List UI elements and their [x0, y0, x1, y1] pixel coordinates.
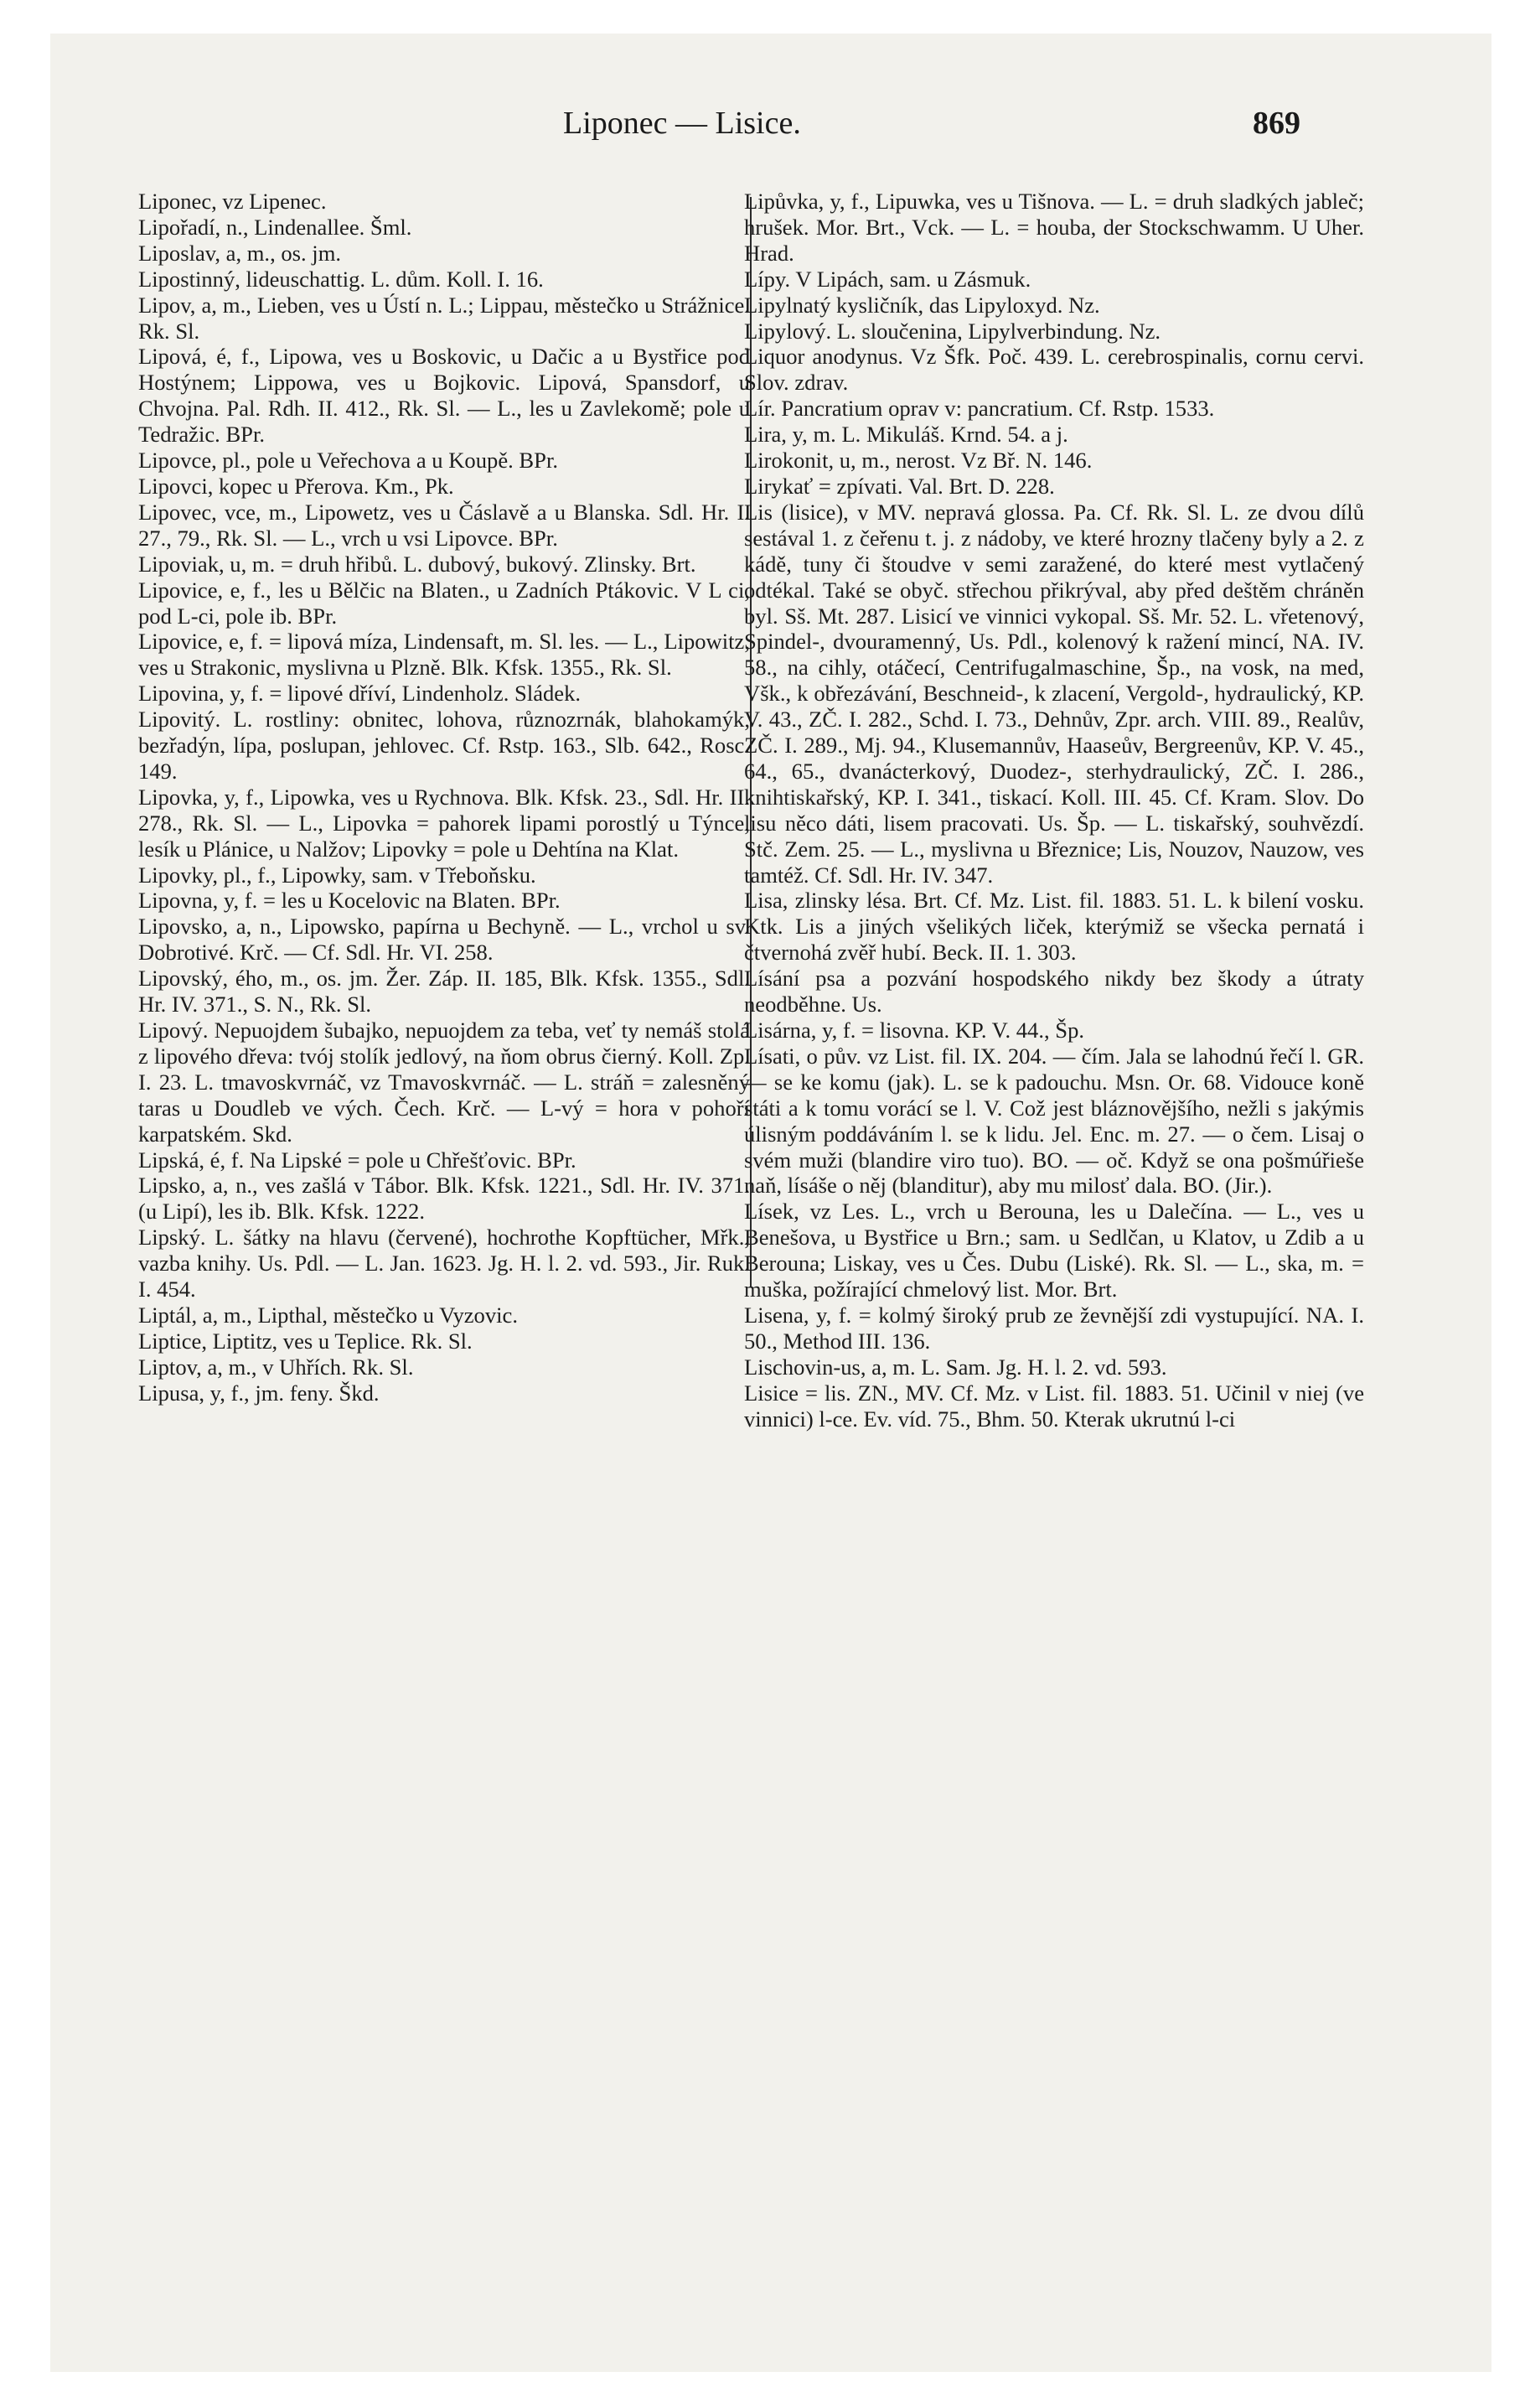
- entry-lipovna: Lipovna, y, f. = les u Kocelovic na Blaten. BPr.: [138, 888, 561, 914]
- entry-lisani: Lísání psa a pozvání hospodského nikdy bez škody a útraty neodběhne. Us.: [744, 966, 1364, 1018]
- entry-liporadi: Lipořadí, n., Lindenallee. Šml.: [138, 214, 412, 240]
- entry-lipovky: Lipovky, pl., f., Lipowky, sam. v Třeboňsku.: [138, 862, 536, 888]
- entry-lipy: Lípy. V Lipách, sam. u Zásmuk.: [744, 266, 1031, 292]
- entry-lipovec: Lipovec, vce, m., Lipowetz, ves u Čáslavě a u Blanska. Sdl. Hr. I. 27., 79., Rk. Sl. — L., vrch u vsi Lipovce. BPr.: [138, 499, 750, 551]
- entry-lisarna: Lisárna, y, f. = lisovna. KP. V. 44., Šp.: [744, 1018, 1085, 1043]
- left-column: [138, 189, 750, 2301]
- right-column: [744, 189, 1364, 2301]
- entry-lipylnaty: Lipylnatý kysličník, das Lipyloxyd. Nz.: [744, 292, 1100, 318]
- entry-lipov: Lipov, a, m., Lieben, ves u Ústí n. L.; Lippau, městečko u Strážnice. Rk. Sl.: [138, 292, 750, 344]
- entry-lira: Lira, y, m. L. Mikuláš. Krnd. 54. a j.: [744, 422, 1068, 448]
- entry-lipovsko: Lipovsko, a, n., Lipowsko, papírna u Bechyně. — L., vrchol u sv. Dobrotivé. Krč. — Cf. Sdl. Hr. VI. 258.: [138, 914, 750, 966]
- dictionary-page: [50, 34, 1491, 2372]
- running-title: Liponec — Lisice.: [563, 106, 801, 141]
- entry-liptice: Liptice, Liptitz, ves u Teplice. Rk. Sl.: [138, 1328, 473, 1354]
- entry-lipovce: Lipovce, pl., pole u Veřechova a u Koupě. BPr.: [138, 448, 558, 474]
- entry-liquor: Liquor anodynus. Vz Šfk. Poč. 439. L. cerebrospinalis, cornu cervi. Slov. zdrav.: [744, 344, 1364, 396]
- entry-lisice: Lisice = lis. ZN., MV. Cf. Mz. v List. fil. 1883. 51. Učinil v niej (ve vinnici) l-ce. Ev. víd. 75., Bhm. 50. Kterak ukrutnú l-ci: [744, 1380, 1364, 1432]
- entry-lipsko: Lipsko, a, n., ves zašlá v Tábor. Blk. Kfsk. 1221., Sdl. Hr. IV. 371. (u Lipí), les ib. Blk. Kfsk. 1222.: [138, 1173, 750, 1225]
- entry-lipovy: Lipový. Nepuojdem šubajko, nepuojdem za teba, veť ty nemáš stolá z lipového dřeva: tvój stolík jedlový, na ňom obrus čierný. Koll. Zp. I. 23. L. tmavoskvrnáč, vz Tmavoskvrnáč. — L. stráň = zalesněný taras u Doudleb ve vých. Čech. Krč. — L-vý = hora v pohoří karpatském. Skd.: [138, 1018, 750, 1147]
- entry-liponec: Liponec, vz Lipenec.: [138, 189, 327, 214]
- entry-lipovci: Lipovci, kopec u Přerova. Km., Pk.: [138, 473, 454, 499]
- entry-lisati: Lísati, o pův. vz List. fil. IX. 204. — čím. Jala se lahodnú řečí l. GR. — se ke komu (jak). L. se k padouchu. Msn. Or. 68. Vidouce koně státi a k tomu vorácí se l. V. Což jest bláznovějšího, nežli s jakýmis úlisným poddáváním l. se k lidu. Jel. Enc. m. 27. — o čem. Lisaj o svém muži (blandire viro tuo). BO. — oč. Když se ona pošmúřieše naň, lísáše o něj (blanditur), aby mu milosť dala. BO. (Jir.).: [744, 1043, 1364, 1199]
- entry-lisa: Lisa, zlinsky lésa. Brt. Cf. Mz. List. fil. 1883. 51. L. k bilení vosku. Ktk. Lis a jiných všelikých liček, kterýmiž se všecka pernatá i čtvernohá zvěř hubí. Beck. II. 1. 303.: [744, 888, 1364, 966]
- entry-lipovka: Lipovka, y, f., Lipowka, ves u Rychnova. Blk. Kfsk. 23., Sdl. Hr. II. 278., Rk. Sl. — L., Lipovka = pahorek lipami porostlý u Týnce, lesík u Plánice, u Nalžov; Lipovky = pole u Dehtína na Klat.: [138, 784, 750, 862]
- entry-lirokonit: Lirokonit, u, m., nerost. Vz Bř. N. 146.: [744, 448, 1093, 474]
- page-number: 869: [1253, 106, 1300, 141]
- entry-liposlav: Liposlav, a, m., os. jm.: [138, 240, 342, 266]
- entry-lir: Lír. Pancratium oprav v: pancratium. Cf. Rstp. 1533.: [744, 396, 1215, 422]
- entry-lirykat: Lirykať = zpívati. Val. Brt. D. 228.: [744, 473, 1055, 499]
- entry-lipoviak: Lipoviak, u, m. = druh hřibů. L. dubový, bukový. Zlinsky. Brt.: [138, 551, 696, 577]
- entry-lischovin: Lischovin-us, a, m. L. Sam. Jg. H. l. 2. vd. 593.: [744, 1354, 1167, 1380]
- entry-lipovsky: Lipovský, ého, m., os. jm. Žer. Záp. II. 185, Blk. Kfsk. 1355., Sdl. Hr. IV. 371., S. N., Rk. Sl.: [138, 966, 750, 1018]
- entry-lipovina: Lipovina, y, f. = lipové dříví, Lindenholz. Sládek.: [138, 681, 582, 707]
- entry-liptal: Liptál, a, m., Lipthal, městečko u Vyzovic.: [138, 1302, 518, 1328]
- entry-lisena: Lisena, y, f. = kolmý široký prub ze ževnější zdi vystupující. NA. I. 50., Method III. 136.: [744, 1302, 1364, 1354]
- entry-lipostinny: Lipostinný, lideuschattig. L. dům. Koll. I. 16.: [138, 266, 544, 292]
- entry-lipovity: Lipovitý. L. rostliny: obnitec, lohova, různozrnák, blahokamýk, bezřadýn, lípa, poslupan, jehlovec. Cf. Rstp. 163., Slb. 642., Rosc. 149.: [138, 707, 750, 784]
- entry-lisek: Lísek, vz Les. L., vrch u Berouna, les u Dalečína. — L., ves u Benešova, u Bystřice u Brn.; sam. u Sedlčan, u Klatov, u Zdib a u Berouna; Liskay, ves u Čes. Dubu (Liské). Rk. Sl. — L., ska, m. = muška, požírající chmelový list. Mor. Brt.: [744, 1199, 1364, 1302]
- entry-lipovice-1: Lipovice, e, f., les u Bělčic na Blaten., u Zadních Ptákovic. V L ci, pod L-ci, pole ib. BPr.: [138, 577, 750, 629]
- entry-lipska: Lipská, é, f. Na Lipské = pole u Chřešťovic. BPr.: [138, 1147, 576, 1173]
- entry-lipusa: Lipusa, y, f., jm. feny. Škd.: [138, 1380, 380, 1406]
- entry-lipuvka: Lipůvka, y, f., Lipuwka, ves u Tišnova. — L. = druh sladkých jableč; hrušek. Mor. Brt., Vck. — L. = houba, der Stockschwamm. U Uher. Hrad.: [744, 189, 1364, 266]
- entry-liptov: Liptov, a, m., v Uhřích. Rk. Sl.: [138, 1354, 414, 1380]
- entry-lis: Lis (lisice), v MV. nepravá glossa. Pa. Cf. Rk. Sl. L. ze dvou dílů sestával 1. z čeřenu t. j. z nádoby, ve které hrozny tlačeny byly a 2. z kádě, tuny či štoudve v semi zaražené, do které mest vytlačený odtékal. Také se obyč. střechou přikrýval, aby před deštěm chráněn byl. Sš. Mt. 287. Lisicí ve vinnici vykopal. Sš. Mr. 52. L. vřetenový, Spindel-, dvouramenný, Us. Pdl., kolenový k ražení mincí, NA. IV. 58., na cihly, otáčecí, Centrifugalmaschine, Šp., na vosk, na med, Všk., k obřezávání, Beschneid-, k zlacení, Vergold-, hydraulický, KP. V. 43., ZČ. I. 282., Schd. I. 73., Dehnův, Zpr. arch. VIII. 89., Realův, ZČ. I. 289., Mj. 94., Klusemannův, Haaseův, Bergreenův, KP. V. 45., 64., 65., dvanácterkový, Duodez-, sterhydraulický, ZČ. I. 286., knihtiskařský, KP. I. 341., tiskací. Koll. III. 45. Cf. Kram. Slov. Do lisu něco dáti, lisem pracovati. Us. Šp. — L. tiskařský, souhvězdí. Stč. Zem. 25. — L., myslivna u Březnice; Lis, Nouzov, Nauzow, ves tamtéž. Cf. Sdl. Hr. IV. 347.: [744, 499, 1364, 888]
- running-header: [50, 105, 1491, 155]
- entry-lipylovy: Lipylový. L. sloučenina, Lipylverbindung. Nz.: [744, 318, 1161, 344]
- entry-lipovice-2: Lipovice, e, f. = lipová míza, Lindensaft, m. Sl. les. — L., Lipowitz, ves u Strakonic, myslivna u Plzně. Blk. Kfsk. 1355., Rk. Sl.: [138, 629, 750, 681]
- entry-lipova: Lipová, é, f., Lipowa, ves u Boskovic, u Dačic a u Bystřice pod Hostýnem; Lippowa, ves u Bojkovic. Lipová, Spansdorf, u Chvojna. Pal. Rdh. II. 412., Rk. Sl. — L., les u Zavlekomě; pole u Tedražic. BPr.: [138, 344, 750, 448]
- entry-lipsky: Lipský. L. šátky na hlavu (červené), hochrothe Kopftücher, Mřk., vazba knihy. Us. Pdl. — L. Jan. 1623. Jg. H. l. 2. vd. 593., Jir. Ruk. I. 454.: [138, 1225, 750, 1302]
